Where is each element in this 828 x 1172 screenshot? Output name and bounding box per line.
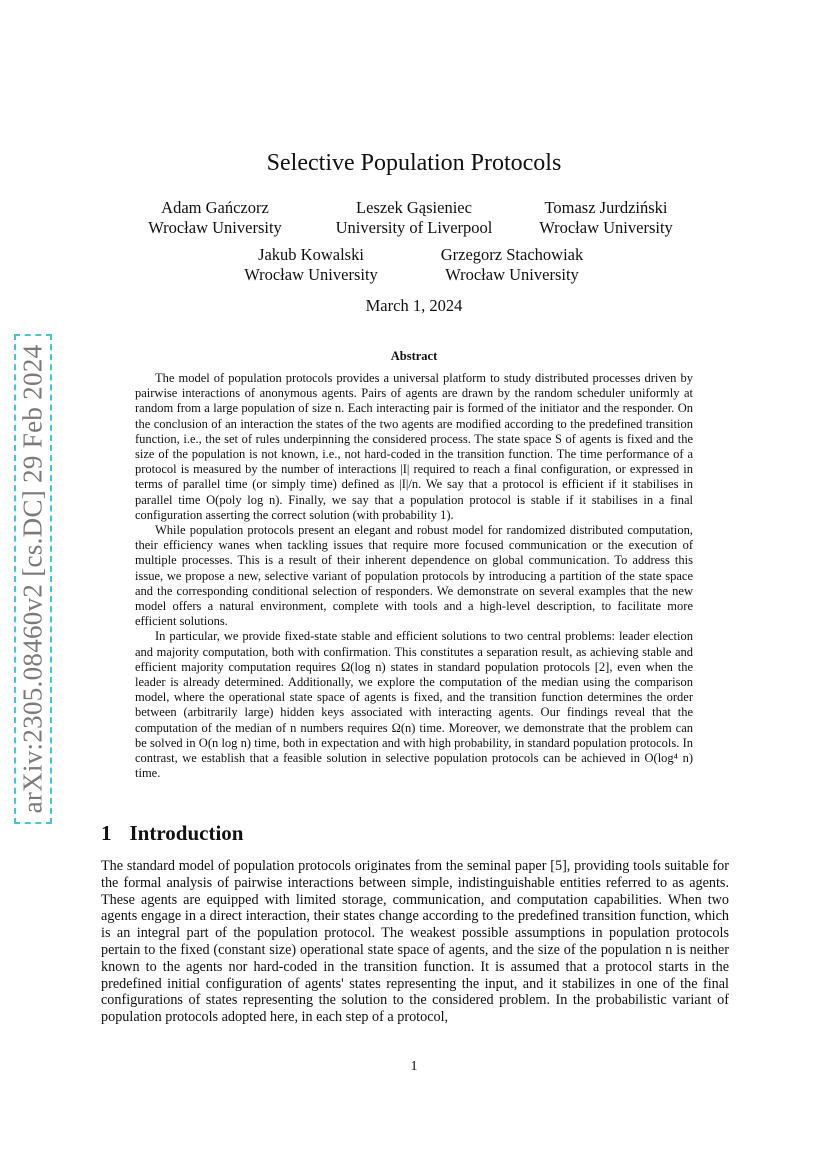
section-heading [101,821,243,846]
page-number: 1 [410,1059,418,1074]
arxiv-sidebar-stamp [14,334,52,824]
author-affiliation: Wrocław University [148,218,282,237]
introduction-paragraph: The standard model of population protocols originates from the seminal paper [5], providing tools suitable for the formal analysis of pairwise interactions between simple, indistinguishable entities referred to as agents. These agents are equipped with limited storage, communication, and computation capabilities. When two agents engage in a direct interaction, their states change according to the predefined transition function, which is an integral part of the population protocol. The weakest possible assumptions in population protocols pertain to the fixed (constant size) operational state space of agents, and the size of the population n is neither known to the agents nor hard-coded in the transition function. It is assumed that a protocol starts in the predefined initial configuration of agents' states representing the input, and it stabilizes in one of the final configurations of states representing the solution to the considered problem. In the probabilistic variant of population protocols adopted here, in each step of a protocol, [101,858,729,1026]
paper-title: Selective Population Protocols [266,150,562,176]
section-title: Introduction [129,821,244,845]
author-affiliation: University of Liverpool [335,218,493,237]
author-block [211,245,411,285]
author-name: Adam Gańczorz [161,198,269,217]
author-block [506,198,706,238]
abstract-paragraph: While population protocols present an elegant and robust model for randomized distributed computation, their efficiency wanes when tackling issues that require more focused communication or the execution of multiple processes. This is a result of their inherent dependence on global communication. To address this issue, we propose a new, selective variant of population protocols by introducing a partition of the state space and the corresponding conditional selection of responders. We demonstrate on several examples that the new model offers a natural environment, complete with tools and a high-level description, to facilitate more efficient solutions. [135,523,693,629]
abstract-heading: Abstract [390,349,438,363]
author-block [412,245,612,285]
abstract-paragraph: In particular, we provide fixed-state stable and efficient solutions to two central problems: leader election and majority computation, both with confirmation. This constitutes a separation result, as achieving stable and efficient majority computation requires Ω(log n) states in standard population protocols [2], even when the leader is already determined. Additionally, we explore the computation of the median using the comparison model, where the operational state space of agents is fixed, and the transition function determines the order between (arbitrarily large) hidden keys associated with interacting agents. Our findings reveal that the computation of the median of n numbers requires Ω(n) time. Moreover, we demonstrate that the problem can be solved in O(n log n) time, both in expectation and with high probability, in standard population protocols. In contrast, we establish that a feasible solution in selective population protocols can be achieved in O(log⁴ n) time. [135,629,693,781]
author-name: Grzegorz Stachowiak [440,245,584,264]
author-affiliation: Wrocław University [445,265,579,284]
author-affiliation: Wrocław University [539,218,673,237]
author-affiliation: Wrocław University [244,265,378,284]
abstract-paragraph: The model of population protocols provides a universal platform to study distributed processes driven by pairwise interactions of anonymous agents. Pairs of agents are drawn by the random scheduler uniformly at random from a large population of size n. Each interacting pair is formed of the initiator and the responder. On the conclusion of an interaction the states of the two agents are modified according to the predefined transition function, i.e., the set of rules underpinning the considered process. The state space S of agents is fixed and the size of the population is not known, i.e., not hard-coded in the transition function. The time performance of a protocol is measured by the number of interactions |I| required to reach a final configuration, or expressed in terms of parallel time (or simply time) defined as |I|/n. We say that a protocol is efficient if it stabilises in parallel time O(poly log n). Finally, we say that a population protocol is stable if it stabilises in a final configuration asserting the correct solution (with probability 1). [135,371,693,522]
author-block [314,198,514,238]
author-name: Leszek Gąsieniec [356,198,472,217]
publication-date: March 1, 2024 [365,296,463,315]
author-name: Tomasz Jurdziński [544,198,668,217]
author-name: Jakub Kowalski [258,245,364,264]
section-number: 1 [101,821,112,845]
author-block [115,198,315,238]
arxiv-identifier: arXiv:2305.08460v2 [cs.DC] 29 Feb 2024 [17,344,48,814]
introduction-body [101,858,729,1026]
abstract-body [135,371,693,781]
